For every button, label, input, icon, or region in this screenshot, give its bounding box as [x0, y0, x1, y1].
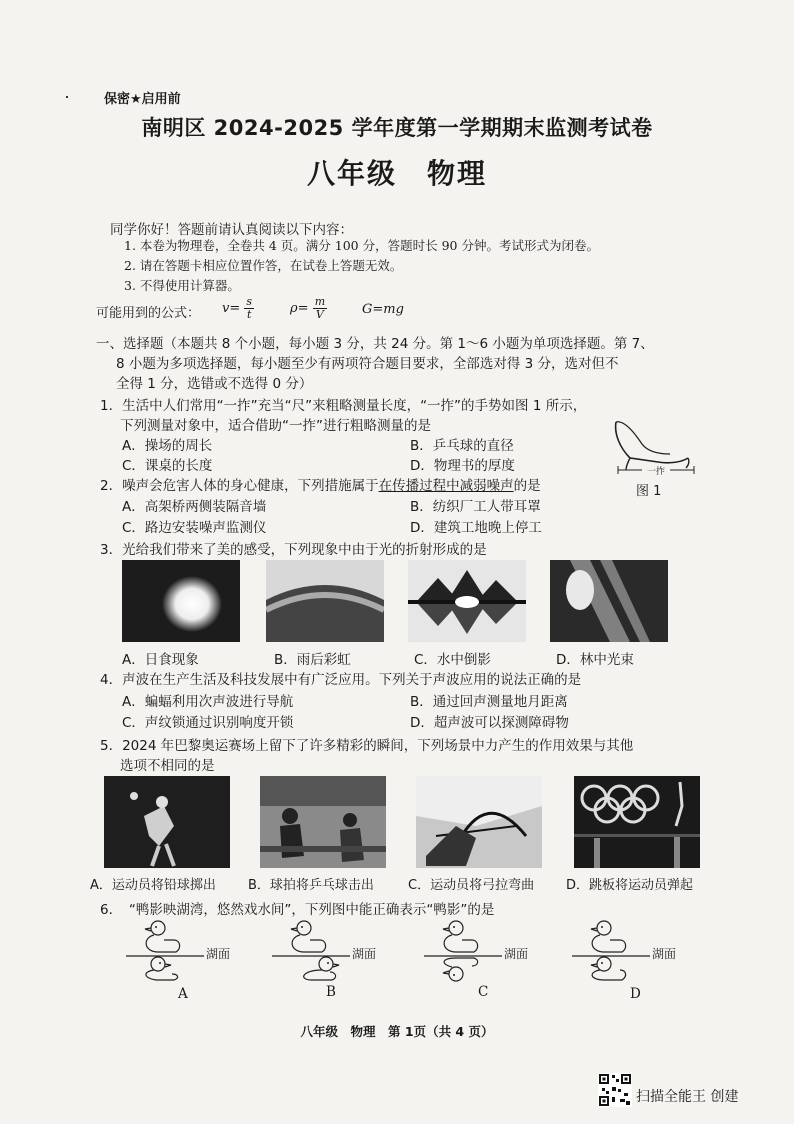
question-5-option-d[interactable]: D．跳板将运动员弹起: [566, 878, 694, 893]
formula-density-numerator: m: [314, 295, 326, 308]
question-2-option-b[interactable]: B．纺织厂工人带耳罩: [410, 499, 541, 515]
table-tennis-photo: [260, 776, 386, 868]
hand-span-figure: [604, 414, 696, 490]
figure-1-caption: 图 1: [636, 484, 662, 499]
question-1-stem: 1．生活中人们常用“一拃”充当“尺”来粗略测量长度，“一拃”的手势如图 1 所示，: [100, 398, 587, 414]
question-4-option-b[interactable]: B．通过回声测量地月距离: [410, 694, 568, 710]
duck-option-a-figure: [126, 918, 256, 982]
question-3-option-a[interactable]: A．日食现象: [122, 652, 199, 668]
rainbow-photo: [266, 560, 384, 642]
instruction-item: 1. 本卷为物理卷，全卷共 4 页。满分 100 分，答题时长 90 分钟。考试形式为闭卷。: [124, 238, 599, 253]
question-2-stem-c: 的是: [513, 478, 541, 494]
formula-speed-numerator: s: [246, 295, 253, 308]
instructions-greeting: 同学你好！答题前请认真阅读以下内容：: [110, 222, 353, 238]
question-1-option-c[interactable]: C．课桌的长度: [122, 458, 213, 474]
forest-light-beams-photo: [550, 560, 668, 642]
lake-label-a: 湖面: [206, 947, 231, 961]
question-6-option-b[interactable]: B: [326, 984, 336, 1000]
question-2-stem-a: 2．噪声会危害人体的身心健康，下列措施属于: [100, 478, 379, 494]
formula-label: 可能用到的公式：: [96, 306, 201, 321]
question-6-option-a[interactable]: A: [178, 986, 188, 1002]
exam-title: 南明区 2024-2025 学年度第一学期期末监测考试卷: [141, 116, 653, 140]
formula-density-denominator: V: [315, 308, 324, 321]
formula-gravity: G=mg: [362, 302, 404, 317]
question-6-option-d[interactable]: D: [630, 986, 641, 1002]
section-heading: 一、选择题（本题共 8 个小题，每小题 3 分，共 24 分。第 1～6 小题为单项选择题。第 7、: [96, 336, 654, 352]
archery-photo: [416, 776, 542, 868]
question-6-stem: 6． “鸭影映湖湾，悠然戏水间”，下列图中能正确表示“鸭影”的是: [100, 902, 495, 918]
solar-eclipse-photo: [122, 560, 240, 642]
lake-label-b: 湖面: [352, 947, 377, 961]
question-3-stem: 3．光给我们带来了美的感受，下列现象中由于光的折射形成的是: [100, 542, 487, 558]
formula-density: [290, 296, 327, 321]
scanner-watermark: 扫描全能王 创建: [636, 1089, 739, 1105]
section-heading-line: 8 小题为多项选择题，每小题至少有两项符合题目要求，全部选对得 3 分，选对但不: [116, 356, 619, 372]
question-2-option-d[interactable]: D．建筑工地晚上停工: [410, 520, 542, 536]
question-3-option-d[interactable]: D．林中光束: [556, 652, 634, 668]
lake-label-d: 湖面: [652, 947, 677, 961]
question-1-stem-line: 下列测量对象中，适合借助“一拃”进行粗略测量的是: [120, 418, 431, 434]
qr-code-icon: [598, 1073, 632, 1107]
lake-label-c: 湖面: [504, 947, 529, 961]
question-5-option-b[interactable]: B．球拍将乒乓球击出: [248, 878, 374, 893]
question-4-option-a[interactable]: A．蝙蝠利用次声波进行导航: [122, 694, 294, 710]
duck-option-c-figure: [424, 918, 554, 982]
question-2-stem-emphasis: 在传播过程中减弱噪声: [378, 478, 514, 494]
section-heading-line: 全得 1 分，选错或不选得 0 分）: [116, 376, 313, 392]
formula-speed-lhs: v=: [222, 301, 241, 316]
exam-subtitle: 八年级 物理: [306, 157, 487, 190]
question-2-option-a[interactable]: A．高架桥两侧装隔音墙: [122, 499, 267, 515]
question-5-option-c[interactable]: C．运动员将弓拉弯曲: [408, 878, 535, 893]
instruction-item: 3. 不得使用计算器。: [124, 278, 240, 293]
question-1-option-b[interactable]: B．乒乓球的直径: [410, 438, 514, 454]
formula-speed-denominator: t: [247, 308, 252, 321]
question-6-option-c[interactable]: C: [478, 984, 489, 1000]
diving-photo: [574, 776, 700, 868]
question-4-stem: 4．声波在生产生活及科技发展中有广泛应用。下列关于声波应用的说法正确的是: [100, 672, 582, 688]
instruction-item: 2. 请在答题卡相应位置作答，在试卷上答题无效。: [124, 258, 403, 273]
question-5-stem-line: 选项不相同的是: [120, 758, 215, 774]
question-4-option-d[interactable]: D．超声波可以探测障碍物: [410, 715, 569, 731]
question-2-option-c[interactable]: C．路边安装噪声监测仪: [122, 520, 267, 536]
page-footer: 八年级 物理 第 1页（共 4 页）: [300, 1024, 494, 1039]
question-4-option-c[interactable]: C．声纹锁通过识别响度开锁: [122, 715, 294, 731]
formula-density-lhs: ρ=: [290, 301, 309, 316]
question-5-option-a[interactable]: A．运动员将铅球掷出: [90, 878, 216, 893]
duck-option-b-figure: [272, 918, 402, 982]
question-1-option-a[interactable]: A．操场的周长: [122, 438, 213, 454]
water-reflection-photo: [408, 560, 526, 642]
formula-speed: [222, 296, 254, 321]
confidential-mark: 保密★启用前: [104, 92, 181, 107]
question-2-stem: [100, 474, 541, 494]
question-3-option-b[interactable]: B．雨后彩虹: [274, 652, 351, 668]
question-3-option-c[interactable]: C．水中倒影: [414, 652, 491, 668]
speck: [66, 96, 68, 98]
formula-speed-fraction: [244, 296, 254, 321]
question-5-stem: 5．2024 年巴黎奥运赛场上留下了许多精彩的瞬间，下列场景中力产生的作用效果与其他: [100, 738, 634, 754]
question-1-option-d[interactable]: D．物理书的厚度: [410, 458, 515, 474]
duck-option-d-figure: [572, 918, 702, 982]
formula-density-fraction: [313, 296, 327, 321]
shot-put-photo: [104, 776, 230, 868]
hand-span-label: 一拃: [646, 467, 666, 477]
